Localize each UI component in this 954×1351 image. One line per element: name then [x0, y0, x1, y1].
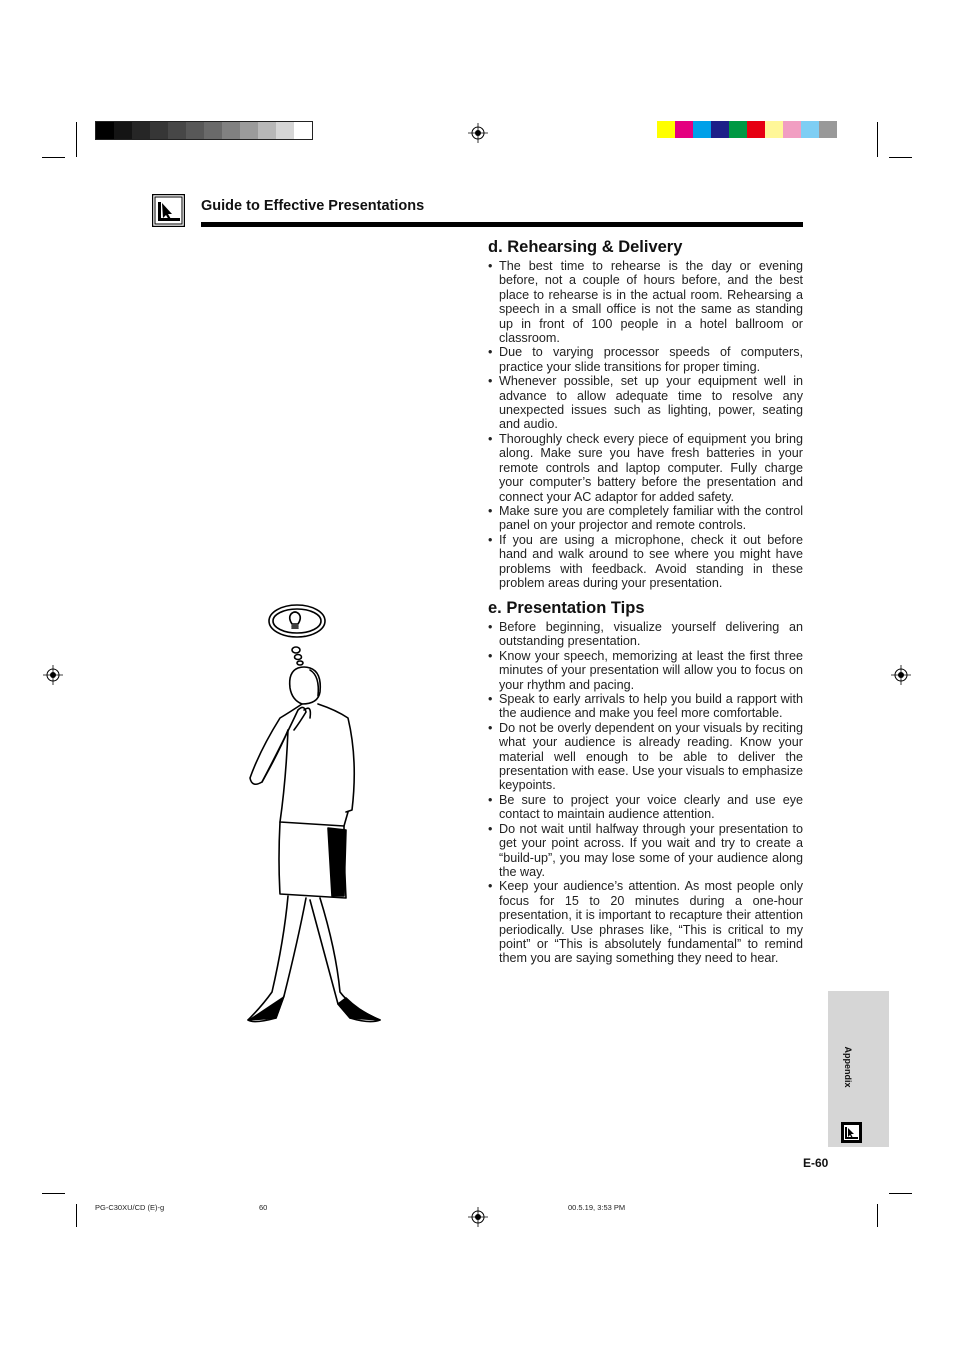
color-swatch: [150, 122, 168, 139]
footer-file-name: PG-C30XU/CD (E)-g: [95, 1203, 165, 1212]
appendix-tab-icon: [841, 1122, 862, 1143]
appendix-section-icon: [152, 194, 185, 227]
color-swatch: [675, 121, 693, 138]
list-item: • The best time to rehearse is the day or evening before, not a couple of hours before, and the best place to rehearse is in the actual room. Rehearsing a speech in a small office is not the same as standing up in front of 100 people in a hotel ballroom or classroom.: [488, 259, 803, 345]
presenter-thinking-illustration: [240, 600, 390, 1030]
grayscale-color-bar: [95, 121, 313, 140]
color-swatch: [132, 122, 150, 139]
color-swatch: [765, 121, 783, 138]
color-swatch: [693, 121, 711, 138]
color-swatch: [222, 122, 240, 139]
list-item: • Keep your audience’s attention. As most people only focus for 15 to 20 minutes during a one-hour presentation, it is important to recapture their attention periodically. Use phrases like, “This is critical to my point” or “This is absolutely fundamental” to remind them you are saying something they need to hear.: [488, 879, 803, 965]
crop-mark: [877, 1204, 878, 1227]
section-title-presentation-tips: e. Presentation Tips: [488, 599, 645, 617]
section-title-rehearsing: d. Rehearsing & Delivery: [488, 238, 683, 256]
color-swatch: [204, 122, 222, 139]
color-swatch: [801, 121, 819, 138]
presentation-tips-bullet-list: [488, 620, 803, 966]
color-swatch: [819, 121, 837, 138]
list-item: • Thoroughly check every piece of equipment you bring along. Make sure you have fresh batteries in your remote controls and laptop computer. Fully charge your computer’s battery before the presentation and connect your AC adaptor for added safety.: [488, 432, 803, 504]
crop-mark: [76, 1204, 77, 1227]
list-item: • Know your speech, memorizing at least the first three minutes of your presentation will allow you to focus on your rhythm and pacing.: [488, 649, 803, 692]
crop-mark: [76, 122, 77, 157]
crop-mark: [877, 122, 878, 157]
footer-timestamp: 00.5.19, 3:53 PM: [568, 1203, 626, 1212]
color-swatch: [186, 122, 204, 139]
list-item: • Due to varying processor speeds of computers, practice your slide transitions for proper timing.: [488, 345, 803, 374]
list-item: • Do not wait until halfway through your presentation to get your point across. If you wait and try to create a “build-up”, you may lose some of your audience along the way.: [488, 822, 803, 880]
list-item: • Make sure you are completely familiar with the control panel on your projector and remote controls.: [488, 504, 803, 533]
list-item: • Be sure to project your voice clearly and use eye contact to maintain audience attention.: [488, 793, 803, 822]
color-swatch: [294, 122, 312, 139]
page-number: E-60: [803, 1156, 829, 1170]
color-swatch: [729, 121, 747, 138]
list-item: • Before beginning, visualize yourself delivering an outstanding presentation.: [488, 620, 803, 649]
process-color-bar: [657, 121, 837, 138]
color-swatch: [114, 122, 132, 139]
crop-mark: [889, 1193, 912, 1194]
list-item: • If you are using a microphone, check it out before hand and walk around to see where you might have problems with feedback. Avoid standing in these problem areas during your presentation.: [488, 533, 803, 591]
color-swatch: [657, 121, 675, 138]
side-tab-label: Appendix: [843, 1046, 853, 1088]
color-swatch: [258, 122, 276, 139]
crop-mark: [889, 157, 912, 158]
footer-page-number: 60: [259, 1203, 268, 1212]
registration-mark-icon: [43, 665, 63, 685]
page-header-title: Guide to Effective Presentations: [201, 198, 425, 214]
color-swatch: [168, 122, 186, 139]
rehearsing-bullet-list: [488, 259, 803, 590]
registration-mark-icon: [468, 1207, 488, 1227]
header-divider: [201, 222, 803, 227]
color-swatch: [711, 121, 729, 138]
list-item: • Whenever possible, set up your equipment well in advance to allow adequate time to resolve any unexpected issues such as lighting, power, seating and audio.: [488, 374, 803, 432]
color-swatch: [276, 122, 294, 139]
crop-mark: [42, 1193, 65, 1194]
crop-mark: [42, 157, 65, 158]
registration-mark-icon: [468, 123, 488, 143]
color-swatch: [783, 121, 801, 138]
list-item: • Speak to early arrivals to help you build a rapport with the audience and make you feel more comfortable.: [488, 692, 803, 721]
color-swatch: [96, 122, 114, 139]
color-swatch: [747, 121, 765, 138]
color-swatch: [240, 122, 258, 139]
registration-mark-icon: [891, 665, 911, 685]
list-item: • Do not be overly dependent on your visuals by reciting what your audience is already reading. Know your material well enough to be able to deliver the presentation with ease. Use your visuals to emphasize keypoints.: [488, 721, 803, 793]
